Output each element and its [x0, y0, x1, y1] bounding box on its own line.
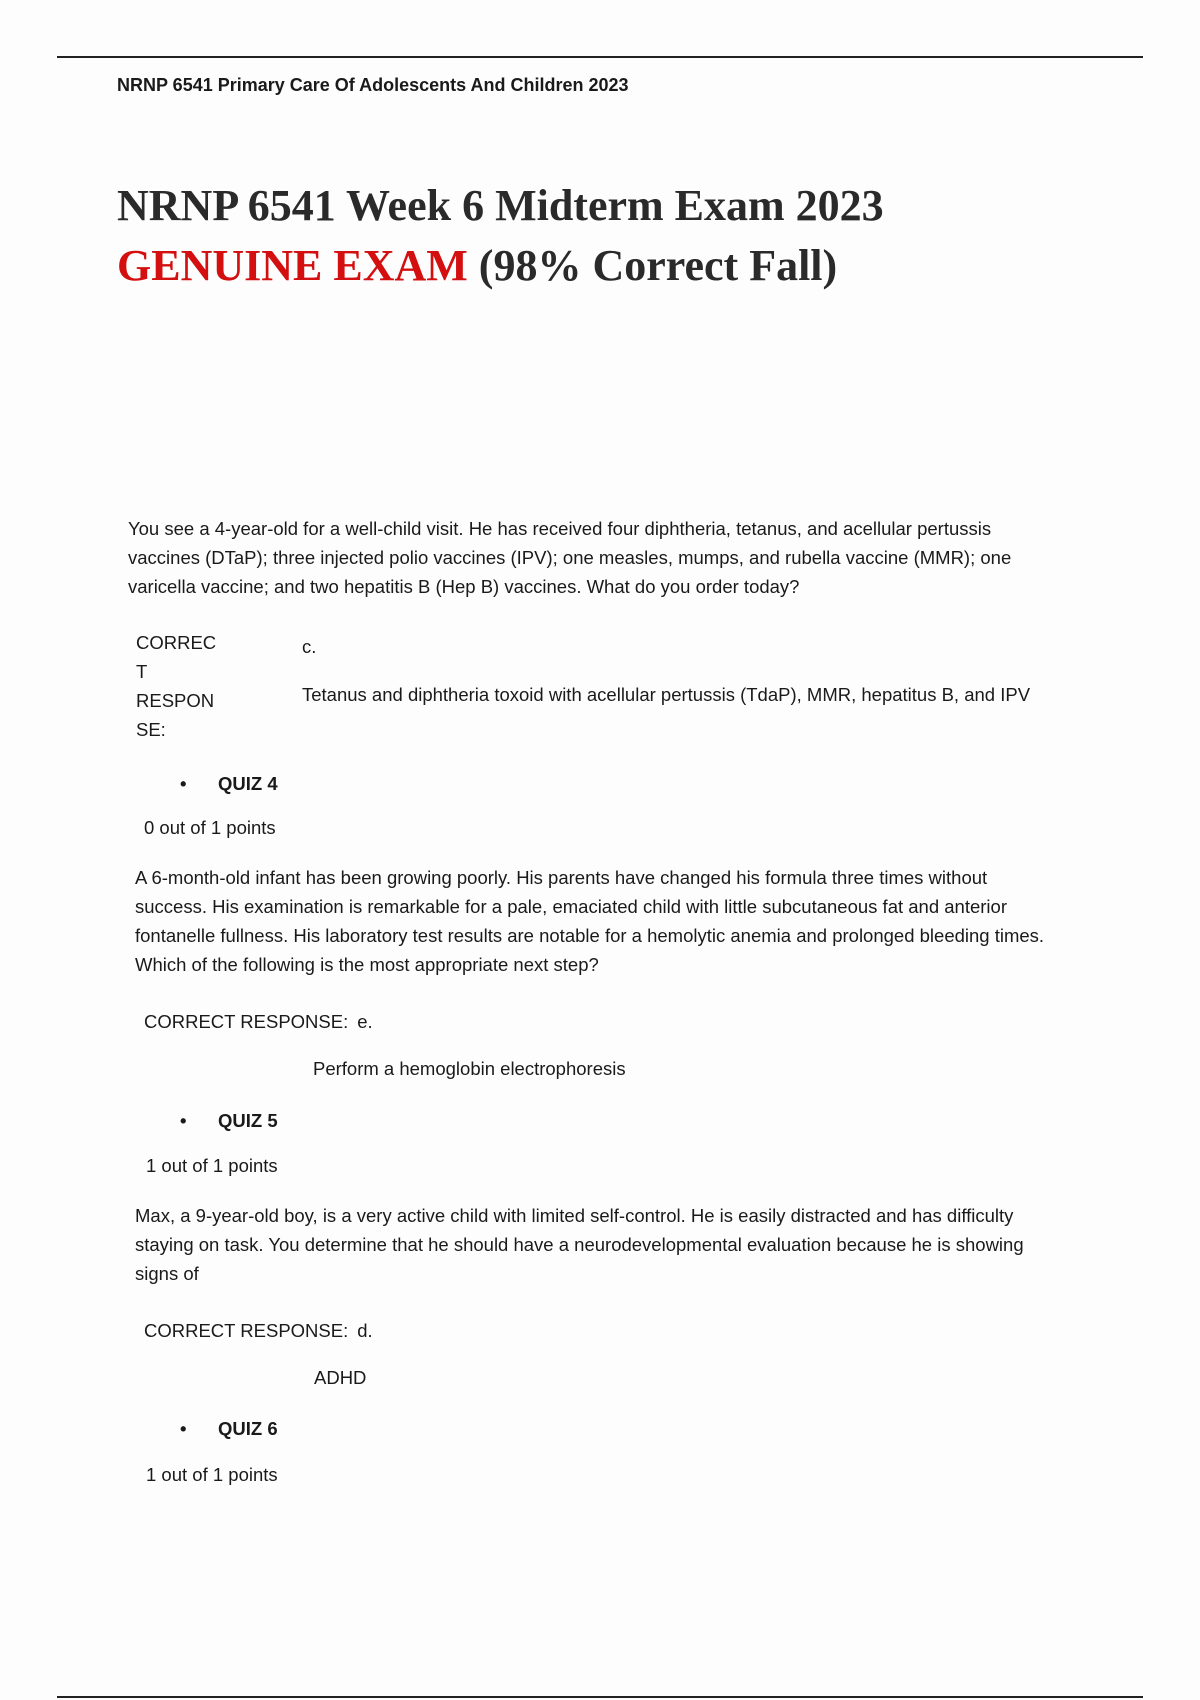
- quiz-label: QUIZ 5: [218, 1110, 278, 1131]
- correct-response-label-line: CORREC: [136, 632, 217, 653]
- question-text: Max, a 9-year-old boy, is a very active child with limited self-control. He is easily distracted and has difficulty staying on task. You determine that he should have a neurodevelopmental evaluation because he is showing signs of: [135, 1205, 1024, 1284]
- quiz-label: QUIZ 4: [218, 773, 278, 794]
- course-header: NRNP 6541 Primary Care Of Adolescents And Children 2023: [117, 75, 629, 95]
- response-answer: Perform a hemoglobin electrophoresis: [313, 1058, 626, 1079]
- quiz-label: QUIZ 6: [218, 1418, 278, 1439]
- points-score: 0 out of 1 points: [144, 817, 276, 838]
- correct-response-label-line: RESPON: [136, 690, 215, 711]
- bottom-rule: [57, 1696, 1143, 1698]
- response-answer: Tetanus and diphtheria toxoid with acellular pertussis (TdaP), MMR, hepatitus B, and IPV: [302, 684, 1031, 705]
- bullet: •: [180, 1418, 187, 1439]
- page-title: [117, 176, 897, 296]
- points-score: 1 out of 1 points: [146, 1464, 278, 1485]
- correct-response-label: [136, 628, 216, 744]
- top-rule: [57, 56, 1143, 58]
- correct-response: [144, 1011, 373, 1033]
- question-text: A 6-month-old infant has been growing poorly. His parents have changed his formula three times without success. His examination is remarkable for a pale, emaciated child with little subcutaneous fat and anterior fontanelle fullness. His laboratory test results are notable for a hemolytic anemia and prolonged bleeding times. Which of the following is the most appropriate next step?: [135, 867, 1045, 975]
- response-letter: e.: [357, 1011, 373, 1032]
- correct-response-label: CORRECT RESPONSE:: [144, 1011, 349, 1032]
- title-part-1: NRNP 6541 Week 6 Midterm Exam 2023: [117, 181, 884, 230]
- quiz-heading: [180, 1110, 278, 1132]
- quiz-heading: [180, 1418, 278, 1440]
- question-text: You see a 4-year-old for a well-child visit. He has received four diphtheria, tetanus, and acellular pertussis vaccines (DTaP); three injected polio vaccines (IPV); one measles, mumps, and rubella vaccine (MMR); one varicella vaccine; and two hepatitis B (Hep B) vaccines. What do you order today?: [128, 518, 1012, 597]
- title-accent: GENUINE EXAM: [117, 241, 468, 290]
- correct-response-label-line: SE:: [136, 719, 166, 740]
- response-letter: d.: [357, 1320, 373, 1341]
- bullet: •: [180, 773, 187, 794]
- correct-response-label: CORRECT RESPONSE:: [144, 1320, 349, 1341]
- correct-response: [144, 1320, 373, 1342]
- points-score: 1 out of 1 points: [146, 1155, 278, 1176]
- response-answer: ADHD: [314, 1367, 367, 1388]
- quiz-heading: [180, 773, 278, 795]
- bullet: •: [180, 1110, 187, 1131]
- title-part-2: (98% Correct Fall): [467, 241, 838, 290]
- correct-response-label-line: T: [136, 661, 148, 682]
- response-letter: c.: [302, 636, 317, 657]
